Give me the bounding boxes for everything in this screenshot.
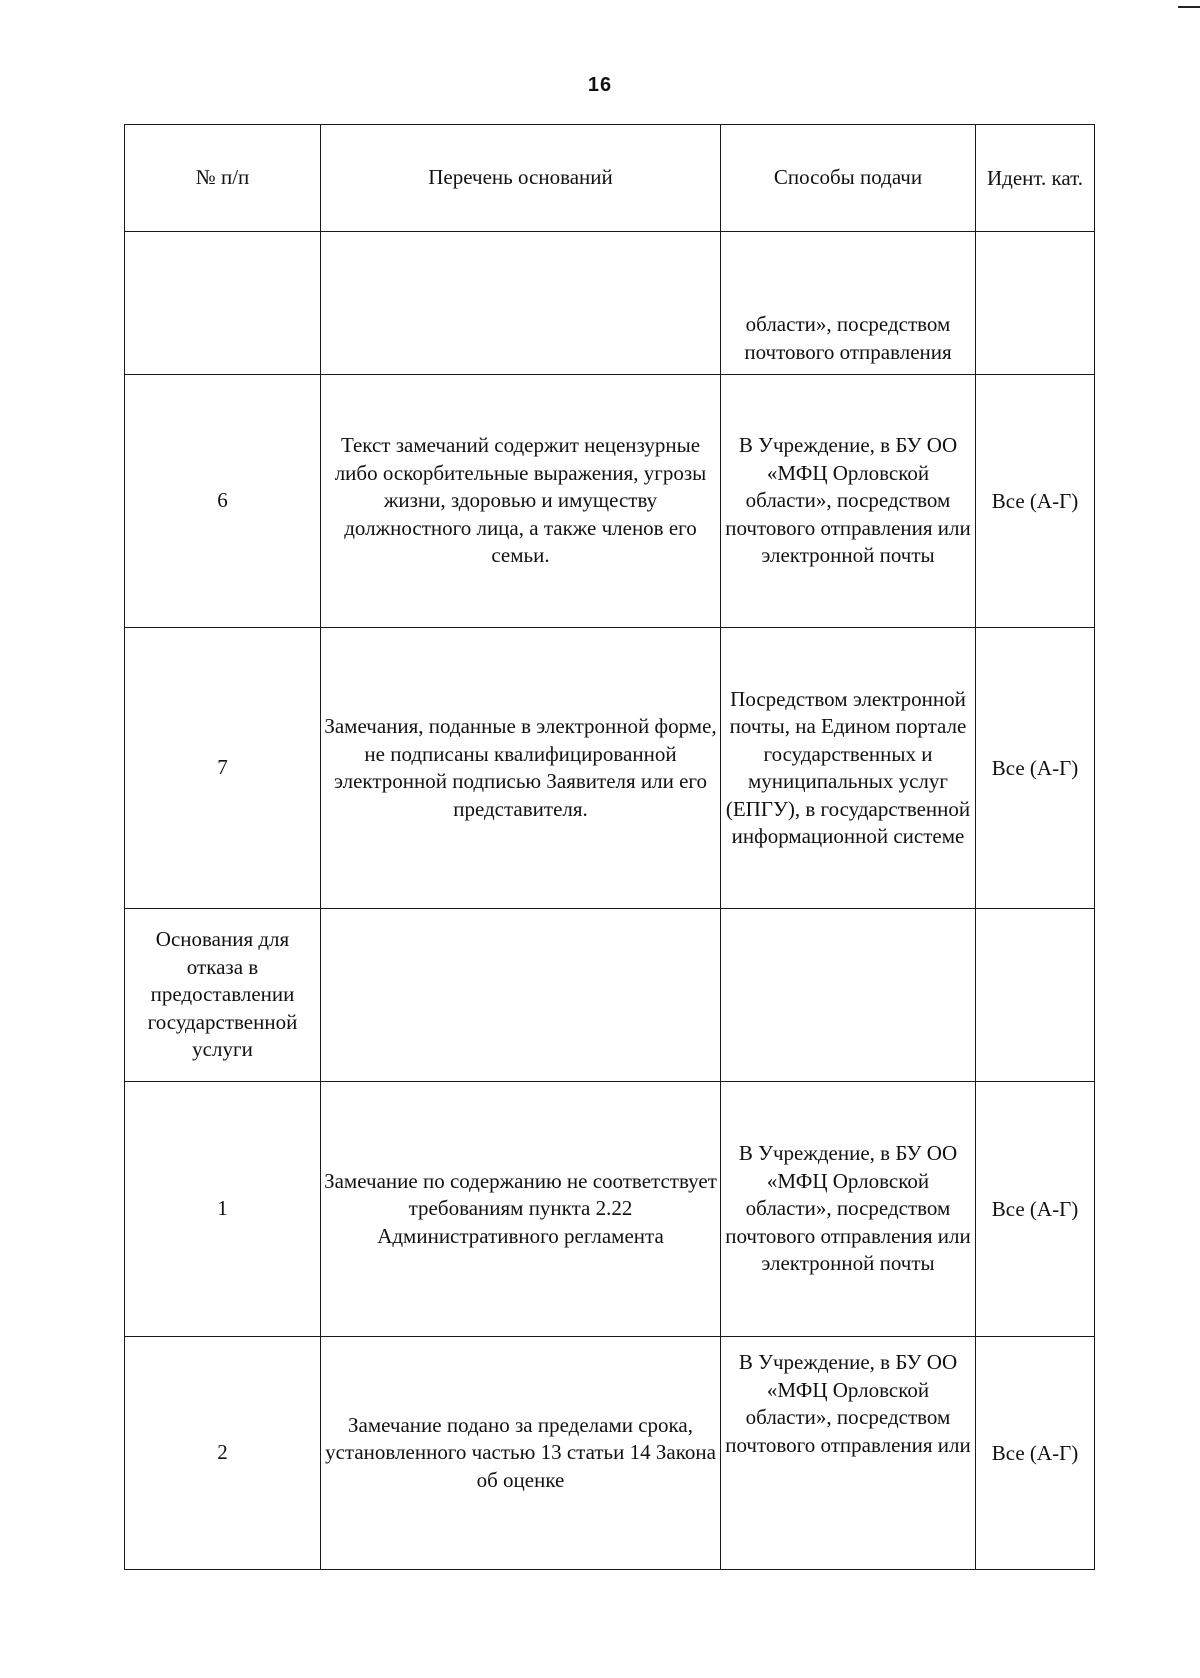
cell-reason: Замечание подано за пределами срока, установленного частью 13 статьи 14 Закона об оценке: [321, 1337, 721, 1570]
cell-category-text: Все (А-Г): [991, 1441, 1079, 1465]
table-row: [125, 1337, 1095, 1570]
cell-empty: [976, 909, 1095, 1082]
cell-method: В Учреждение, в БУ ОО «МФЦ Орловской области», посредством почтового отправления или электронной почты: [721, 1082, 976, 1337]
cell-number: [125, 232, 321, 375]
table-row: [125, 1082, 1095, 1337]
page-number: 16: [587, 74, 613, 96]
table-row: [125, 375, 1095, 628]
cell-method: В Учреждение, в БУ ОО «МФЦ Орловской области», посредством почтового отправления или: [721, 1337, 976, 1570]
cell-reason: Замечания, поданные в электронной форме, не подписаны квалифицированной электронной подписью Заявителя или его представителя.: [321, 628, 721, 909]
header-category: [976, 125, 1095, 232]
cell-category-text: Все (А-Г): [991, 489, 1079, 513]
cell-empty: [721, 909, 976, 1082]
cell-category-text: Все (А-Г): [991, 756, 1079, 780]
table-row: [125, 628, 1095, 909]
grounds-table: [124, 124, 1095, 1570]
table-header-row: [125, 125, 1095, 232]
cell-number: 1: [125, 1082, 321, 1337]
header-methods: Способы подачи: [721, 125, 976, 232]
cell-category: [976, 1082, 1095, 1337]
header-category-text: Идент. кат.: [986, 166, 1084, 190]
cell-method: области», посредством почтового отправления: [721, 232, 976, 375]
cell-number: 2: [125, 1337, 321, 1570]
cell-category-text: Все (А-Г): [991, 1197, 1079, 1221]
cell-method: Посредством электронной почты, на Едином портале государственных и муниципальных услуг (ЕПГУ), в государственной информационной системе: [721, 628, 976, 909]
cell-number: 6: [125, 375, 321, 628]
cell-category: [976, 628, 1095, 909]
cell-empty: [321, 909, 721, 1082]
cell-number: 7: [125, 628, 321, 909]
cell-reason: Замечание по содержанию не соответствует требованиям пункта 2.22 Административного регламента: [321, 1082, 721, 1337]
table-row-continuation: [125, 232, 1095, 375]
cell-category: [976, 1337, 1095, 1570]
table-section-row: [125, 909, 1095, 1082]
cell-reason: Текст замечаний содержит нецензурные либо оскорбительные выражения, угрозы жизни, здоровью и имуществу должностного лица, а также членов его семьи.: [321, 375, 721, 628]
section-title: Основания для отказа в предоставлении государственной услуги: [125, 909, 321, 1082]
cell-category: [976, 232, 1095, 375]
header-number: № п/п: [125, 125, 321, 232]
cell-category: [976, 375, 1095, 628]
cell-method: В Учреждение, в БУ ОО «МФЦ Орловской области», посредством почтового отправления или электронной почты: [721, 375, 976, 628]
header-reasons: Перечень оснований: [321, 125, 721, 232]
cell-reason: [321, 232, 721, 375]
corner-scan-mark: [1178, 6, 1200, 8]
